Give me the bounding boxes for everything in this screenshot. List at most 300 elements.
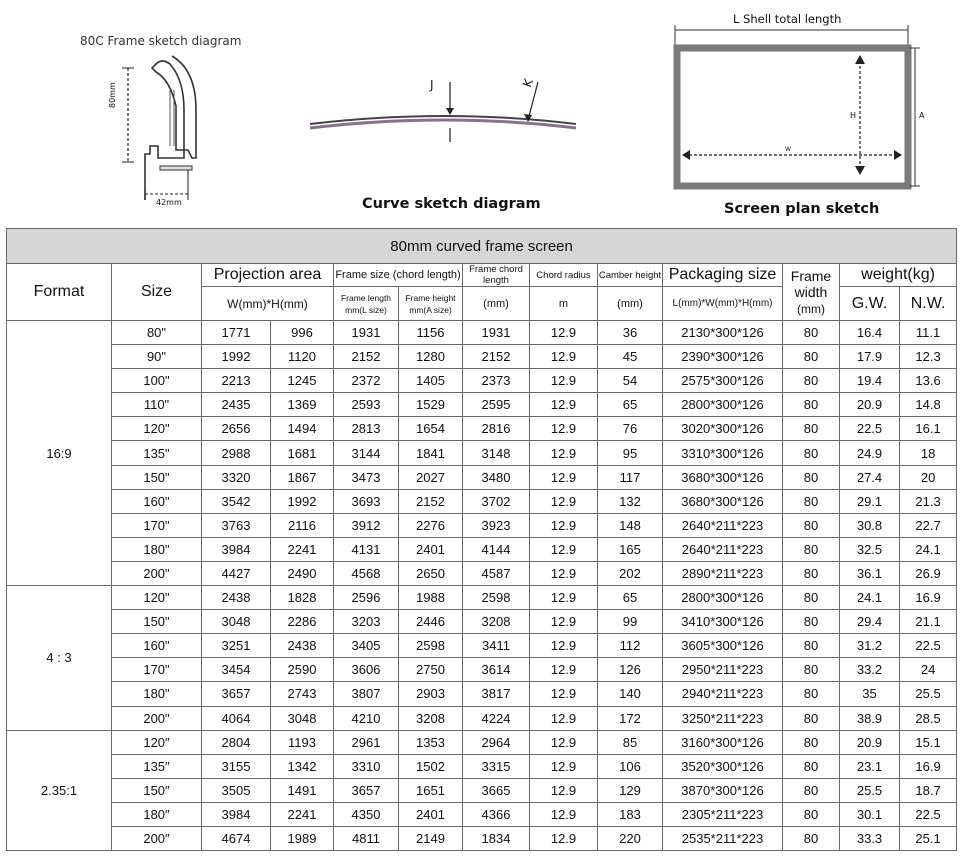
packaging-size-cell: 3310*300*126 [663,441,783,465]
proj-h-cell: 1369 [271,393,334,417]
gross-weight-cell: 27.4 [840,465,900,489]
proj-w-cell: 4427 [202,561,271,585]
camber-height-cell: 165 [598,537,663,561]
proj-h-cell: 2743 [271,682,334,706]
frame-length-cell: 3807 [334,682,399,706]
col-packaging-sub: L(mm)*W(mm)*H(mm) [663,287,783,321]
chord-length-cell: 2598 [463,586,530,610]
proj-w-cell: 3984 [202,802,271,826]
curve-label-j: J [430,78,434,92]
net-weight-cell: 16.9 [900,754,957,778]
spec-table-body [7,321,957,851]
chord-radius-cell: 12.9 [530,826,598,850]
col-frame-width [783,264,840,321]
chord-length-cell: 3411 [463,634,530,658]
camber-height-cell: 129 [598,778,663,802]
chord-length-cell: 2816 [463,417,530,441]
gross-weight-cell: 20.9 [840,730,900,754]
size-cell: 110" [112,393,202,417]
size-cell: 120″ [112,730,202,754]
frame-height-label: 80mm [108,82,117,108]
packaging-size-cell: 3520*300*126 [663,754,783,778]
col-frame-chord: Frame chord length [463,264,530,287]
col-packaging: Packaging size [663,264,783,287]
chord-radius-cell: 12.9 [530,610,598,634]
size-cell: 135" [112,441,202,465]
col-nw: N.W. [900,287,957,321]
table-row [7,754,957,778]
plan-sketch-title: Screen plan sketch [724,201,880,217]
col-weight: weight(kg) [840,264,957,287]
format-cell: 2.35:1 [7,730,112,850]
frame-width-label: 42mm [156,198,182,207]
camber-height-cell: 65 [598,586,663,610]
gross-weight-cell: 31.2 [840,634,900,658]
packaging-size-cell: 2950*211*223 [663,658,783,682]
net-weight-cell: 13.6 [900,369,957,393]
camber-height-cell: 106 [598,754,663,778]
curve-sketch [300,70,590,160]
gross-weight-cell: 19.4 [840,369,900,393]
net-weight-cell: 12.3 [900,345,957,369]
frame-height-cell: 1654 [399,417,463,441]
size-cell: 170" [112,513,202,537]
frame-height-cell: 1405 [399,369,463,393]
frame-width-cell: 80 [783,802,840,826]
net-weight-cell: 22.5 [900,802,957,826]
frame-width-cell: 80 [783,610,840,634]
gross-weight-cell: 22.5 [840,417,900,441]
table-row [7,561,957,585]
chord-radius-cell: 12.9 [530,586,598,610]
size-cell: 100" [112,369,202,393]
size-cell: 90" [112,345,202,369]
frame-width-cell: 80 [783,441,840,465]
chord-radius-cell: 12.9 [530,730,598,754]
camber-height-cell: 65 [598,393,663,417]
frame-length-cell: 4350 [334,802,399,826]
proj-w-cell: 3657 [202,682,271,706]
proj-h-cell: 1989 [271,826,334,850]
proj-w-cell: 3251 [202,634,271,658]
packaging-size-cell: 2305*211*223 [663,802,783,826]
packaging-size-cell: 3605*300*126 [663,634,783,658]
gross-weight-cell: 33.2 [840,658,900,682]
packaging-size-cell: 3870*300*126 [663,778,783,802]
size-cell: 200″ [112,826,202,850]
net-weight-cell: 22.7 [900,513,957,537]
packaging-size-cell: 3680*300*126 [663,465,783,489]
net-weight-cell: 15.1 [900,730,957,754]
proj-h-cell: 1491 [271,778,334,802]
frame-height-cell: 2650 [399,561,463,585]
frame-height-cell: 2598 [399,634,463,658]
frame-width-cell: 80 [783,345,840,369]
chord-radius-cell: 12.9 [530,802,598,826]
chord-length-cell: 3817 [463,682,530,706]
net-weight-cell: 25.5 [900,682,957,706]
frame-width-cell: 80 [783,489,840,513]
packaging-size-cell: 2800*300*126 [663,393,783,417]
proj-h-cell: 1245 [271,369,334,393]
frame-length-cell: 3693 [334,489,399,513]
chord-radius-cell: 12.9 [530,561,598,585]
frame-width-cell: 80 [783,658,840,682]
proj-h-cell: 1828 [271,586,334,610]
frame-length-cell: 2813 [334,417,399,441]
proj-w-cell: 2656 [202,417,271,441]
camber-height-cell: 45 [598,345,663,369]
gross-weight-cell: 20.9 [840,393,900,417]
proj-w-cell: 4674 [202,826,271,850]
camber-height-cell: 85 [598,730,663,754]
chord-radius-cell: 12.9 [530,754,598,778]
packaging-size-cell: 3160*300*126 [663,730,783,754]
frame-width-cell: 80 [783,634,840,658]
camber-height-cell: 76 [598,417,663,441]
frame-width-cell: 80 [783,730,840,754]
col-frame-length: Frame length mm(L size) [334,287,399,321]
size-cell: 180" [112,537,202,561]
packaging-size-cell: 3020*300*126 [663,417,783,441]
frame-width-cell: 80 [783,826,840,850]
proj-h-cell: 2241 [271,802,334,826]
frame-height-cell: 2276 [399,513,463,537]
gross-weight-cell: 25.5 [840,778,900,802]
proj-h-cell: 2116 [271,513,334,537]
frame-length-cell: 2152 [334,345,399,369]
net-weight-cell: 21.1 [900,610,957,634]
proj-w-cell: 3542 [202,489,271,513]
frame-height-cell: 2027 [399,465,463,489]
frame-width-label: Frame width [790,267,832,300]
proj-h-cell: 1681 [271,441,334,465]
chord-length-cell: 4144 [463,537,530,561]
chord-radius-cell: 12.9 [530,465,598,489]
plan-w-label: W [785,146,791,153]
plan-h-label: H [850,111,857,120]
chord-length-cell: 2373 [463,369,530,393]
table-row [7,393,957,417]
net-weight-cell: 16.1 [900,417,957,441]
proj-h-cell: 2241 [271,537,334,561]
chord-length-cell: 4224 [463,706,530,730]
size-cell: 150" [112,465,202,489]
chord-length-cell: 4366 [463,802,530,826]
frame-width-cell: 80 [783,706,840,730]
proj-w-cell: 2213 [202,369,271,393]
net-weight-cell: 28.5 [900,706,957,730]
frame-height-cell: 1529 [399,393,463,417]
proj-h-cell: 2490 [271,561,334,585]
chord-length-cell: 3923 [463,513,530,537]
chord-length-cell: 3148 [463,441,530,465]
size-cell: 120" [112,586,202,610]
packaging-size-cell: 2640*211*223 [663,513,783,537]
col-projection-area: Projection area [202,264,334,287]
frame-length-cell: 2961 [334,730,399,754]
proj-h-cell: 1193 [271,730,334,754]
chord-radius-cell: 12.9 [530,393,598,417]
size-cell: 180" [112,682,202,706]
chord-radius-cell: 12.9 [530,369,598,393]
proj-h-cell: 1867 [271,465,334,489]
gross-weight-cell: 24.9 [840,441,900,465]
frame-width-cell: 80 [783,586,840,610]
net-weight-cell: 26.9 [900,561,957,585]
table-row [7,730,957,754]
spec-table [6,228,957,851]
chord-length-cell: 3614 [463,658,530,682]
chord-length-cell: 3480 [463,465,530,489]
frame-length-cell: 3405 [334,634,399,658]
frame-height-cell: 2149 [399,826,463,850]
chord-radius-cell: 12.9 [530,417,598,441]
col-frame-chord-unit: (mm) [463,287,530,321]
net-weight-cell: 25.1 [900,826,957,850]
frame-height-cell: 2446 [399,610,463,634]
gross-weight-cell: 29.4 [840,610,900,634]
packaging-size-cell: 2130*300*126 [663,321,783,345]
plan-a-label: A [919,111,925,120]
frame-length-cell: 4568 [334,561,399,585]
frame-sketch-title: 80C Frame sketch diagram [80,34,242,48]
gross-weight-cell: 16.4 [840,321,900,345]
proj-h-cell: 3048 [271,706,334,730]
proj-w-cell: 3048 [202,610,271,634]
table-row [7,345,957,369]
size-cell: 200" [112,561,202,585]
proj-h-cell: 1992 [271,489,334,513]
table-row [7,369,957,393]
frame-width-cell: 80 [783,561,840,585]
gross-weight-cell: 23.1 [840,754,900,778]
gross-weight-cell: 32.5 [840,537,900,561]
col-size: Size [112,264,202,321]
frame-width-cell: 80 [783,417,840,441]
net-weight-cell: 16.9 [900,586,957,610]
col-chord-radius: Chord radius [530,264,598,287]
gross-weight-cell: 17.9 [840,345,900,369]
size-cell: 160" [112,634,202,658]
net-weight-cell: 14.8 [900,393,957,417]
camber-height-cell: 202 [598,561,663,585]
table-row [7,610,957,634]
curve-sketch-title: Curve sketch diagram [362,196,541,212]
frame-length-cell: 2596 [334,586,399,610]
frame-length-cell: 4131 [334,537,399,561]
table-row [7,826,957,850]
net-weight-cell: 18.7 [900,778,957,802]
proj-h-cell: 2590 [271,658,334,682]
frame-height-cell: 1841 [399,441,463,465]
packaging-size-cell: 2575*300*126 [663,369,783,393]
frame-height-cell: 2750 [399,658,463,682]
chord-radius-cell: 12.9 [530,513,598,537]
chord-length-cell: 3315 [463,754,530,778]
frame-length-cell: 3144 [334,441,399,465]
frame-height-cell: 1156 [399,321,463,345]
format-cell: 4 : 3 [7,586,112,731]
table-row [7,706,957,730]
proj-w-cell: 3320 [202,465,271,489]
proj-h-cell: 996 [271,321,334,345]
size-cell: 135″ [112,754,202,778]
chord-radius-cell: 12.9 [530,489,598,513]
frame-height-cell: 2401 [399,802,463,826]
frame-width-cell: 80 [783,513,840,537]
table-row [7,586,957,610]
size-cell: 200" [112,706,202,730]
chord-radius-cell: 12.9 [530,345,598,369]
packaging-size-cell: 2800*300*126 [663,586,783,610]
table-row [7,513,957,537]
gross-weight-cell: 29.1 [840,489,900,513]
frame-width-cell: 80 [783,537,840,561]
frame-length-cell: 1931 [334,321,399,345]
proj-h-cell: 2286 [271,610,334,634]
frame-profile-sketch [100,50,230,210]
screen-plan-sketch [670,22,940,192]
chord-length-cell: 3208 [463,610,530,634]
frame-height-cell: 2401 [399,537,463,561]
camber-height-cell: 183 [598,802,663,826]
frame-width-unit: (mm) [797,301,825,316]
packaging-size-cell: 2640*211*223 [663,537,783,561]
frame-height-cell: 1280 [399,345,463,369]
proj-w-cell: 2804 [202,730,271,754]
frame-height-cell: 1502 [399,754,463,778]
frame-length-cell: 4210 [334,706,399,730]
chord-length-cell: 2595 [463,393,530,417]
proj-w-cell: 3155 [202,754,271,778]
format-cell: 16:9 [7,321,112,586]
frame-length-cell: 3657 [334,778,399,802]
sketch-area [0,0,960,228]
chord-radius-cell: 12.9 [530,658,598,682]
net-weight-cell: 24.1 [900,537,957,561]
frame-height-cell: 2152 [399,489,463,513]
spec-table-header [7,229,957,321]
table-row [7,682,957,706]
col-frame-height: Frame height mm(A size) [399,287,463,321]
proj-w-cell: 1771 [202,321,271,345]
table-row [7,417,957,441]
proj-w-cell: 3454 [202,658,271,682]
chord-radius-cell: 12.9 [530,682,598,706]
camber-height-cell: 36 [598,321,663,345]
proj-w-cell: 3505 [202,778,271,802]
camber-height-cell: 148 [598,513,663,537]
proj-w-cell: 3984 [202,537,271,561]
chord-length-cell: 1931 [463,321,530,345]
gross-weight-cell: 24.1 [840,586,900,610]
chord-length-cell: 2152 [463,345,530,369]
size-cell: 170" [112,658,202,682]
chord-radius-cell: 12.9 [530,441,598,465]
proj-w-cell: 3763 [202,513,271,537]
col-gw: G.W. [840,287,900,321]
chord-length-cell: 3665 [463,778,530,802]
chord-radius-cell: 12.9 [530,634,598,658]
proj-h-cell: 1494 [271,417,334,441]
gross-weight-cell: 30.1 [840,802,900,826]
chord-length-cell: 3702 [463,489,530,513]
frame-width-cell: 80 [783,778,840,802]
chord-radius-cell: 12.9 [530,706,598,730]
table-row [7,321,957,345]
table-row [7,537,957,561]
packaging-size-cell: 3250*211*223 [663,706,783,730]
proj-h-cell: 2438 [271,634,334,658]
net-weight-cell: 18 [900,441,957,465]
size-cell: 120" [112,417,202,441]
frame-length-cell: 3203 [334,610,399,634]
camber-height-cell: 132 [598,489,663,513]
camber-height-cell: 117 [598,465,663,489]
table-row [7,778,957,802]
proj-w-cell: 4064 [202,706,271,730]
frame-width-cell: 80 [783,682,840,706]
frame-width-cell: 80 [783,369,840,393]
frame-height-cell: 1988 [399,586,463,610]
size-cell: 160" [112,489,202,513]
proj-h-cell: 1120 [271,345,334,369]
gross-weight-cell: 35 [840,682,900,706]
net-weight-cell: 22.5 [900,634,957,658]
gross-weight-cell: 36.1 [840,561,900,585]
camber-height-cell: 95 [598,441,663,465]
size-cell: 80" [112,321,202,345]
frame-height-cell: 2903 [399,682,463,706]
size-cell: 180″ [112,802,202,826]
col-camber-unit: (mm) [598,287,663,321]
net-weight-cell: 21.3 [900,489,957,513]
table-row [7,658,957,682]
table-row [7,634,957,658]
frame-height-cell: 3208 [399,706,463,730]
chord-radius-cell: 12.9 [530,778,598,802]
col-format: Format [7,264,112,321]
camber-height-cell: 140 [598,682,663,706]
packaging-size-cell: 2940*211*223 [663,682,783,706]
camber-height-cell: 126 [598,658,663,682]
table-row [7,465,957,489]
plan-length-label: L Shell total length [733,12,842,26]
net-weight-cell: 11.1 [900,321,957,345]
frame-length-cell: 3606 [334,658,399,682]
packaging-size-cell: 3410*300*126 [663,610,783,634]
frame-width-cell: 80 [783,321,840,345]
camber-height-cell: 99 [598,610,663,634]
table-title: 80mm curved frame screen [7,229,957,264]
frame-length-cell: 3912 [334,513,399,537]
gross-weight-cell: 33.3 [840,826,900,850]
chord-length-cell: 4587 [463,561,530,585]
camber-height-cell: 112 [598,634,663,658]
frame-length-cell: 4811 [334,826,399,850]
camber-height-cell: 220 [598,826,663,850]
camber-height-cell: 172 [598,706,663,730]
packaging-size-cell: 2390*300*126 [663,345,783,369]
packaging-size-cell: 2535*211*223 [663,826,783,850]
table-row [7,489,957,513]
proj-h-cell: 1342 [271,754,334,778]
table-row [7,802,957,826]
frame-length-cell: 2593 [334,393,399,417]
frame-width-cell: 80 [783,465,840,489]
frame-length-cell: 2372 [334,369,399,393]
